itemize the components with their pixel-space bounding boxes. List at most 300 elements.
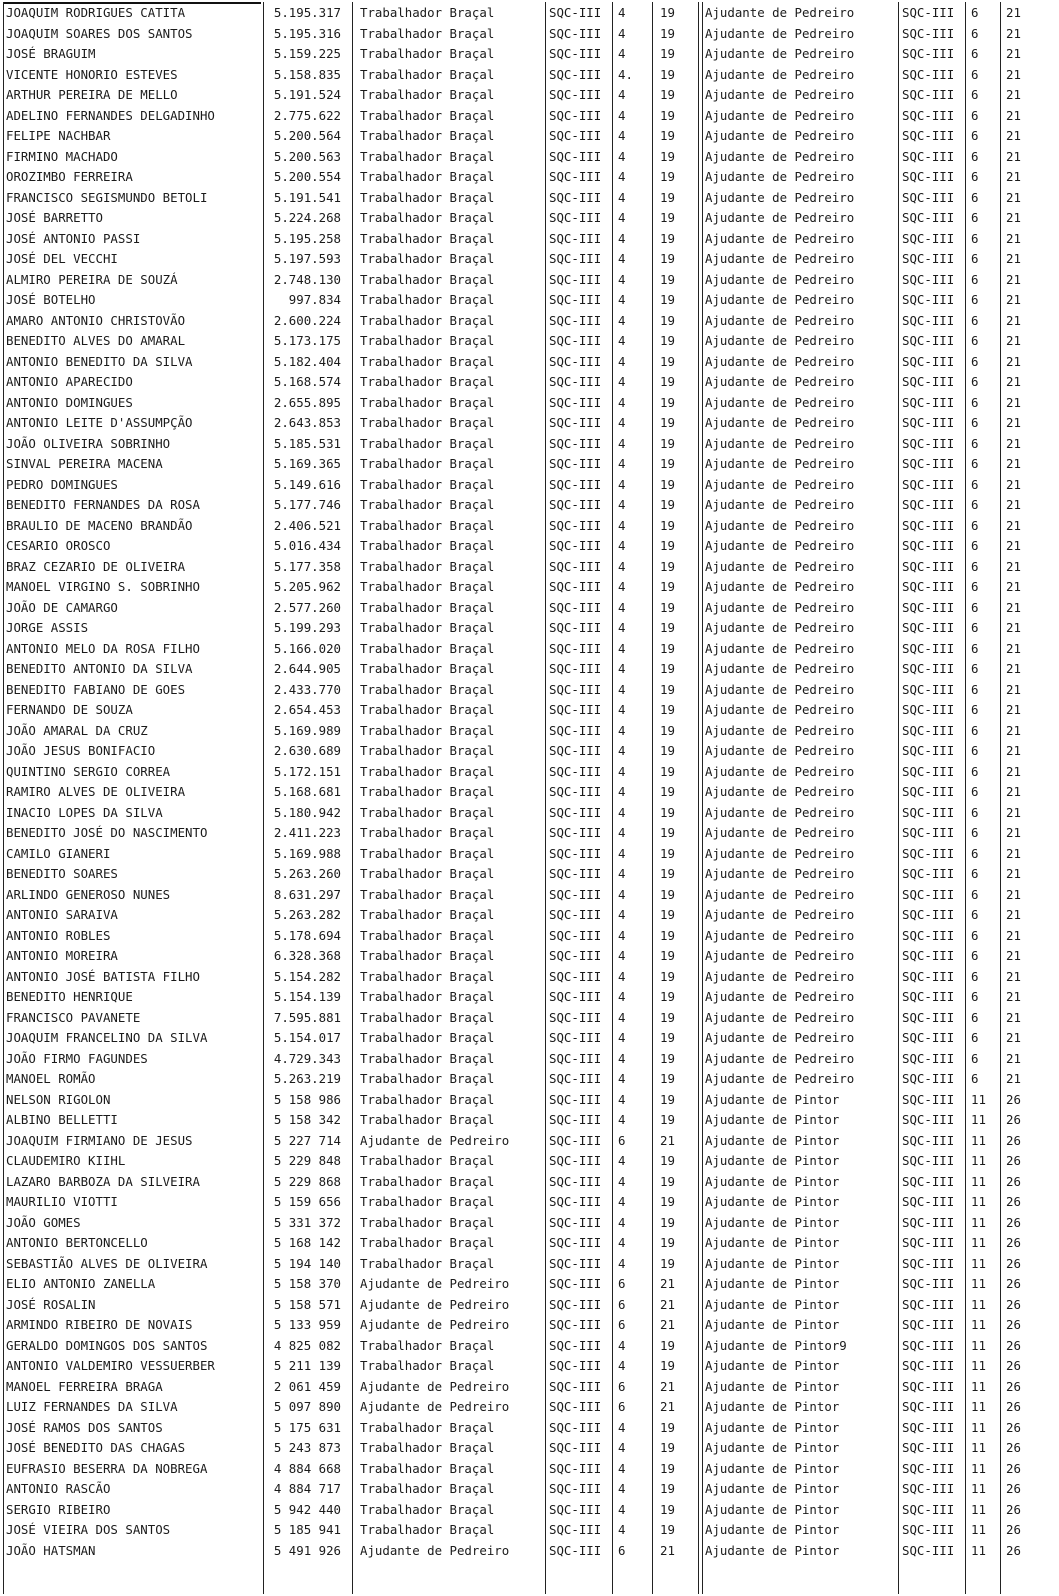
current-class: 4: [618, 702, 626, 717]
current-position: Trabalhador Braçal: [360, 907, 495, 922]
employee-name: JOSÉ BARRETTO: [6, 210, 103, 225]
table-row: [0, 1396, 1059, 1417]
new-scale: SQC-III: [902, 661, 955, 676]
new-class: 6: [971, 292, 979, 307]
new-position: Ajudante de Pedreiro: [705, 87, 855, 102]
table-row: [0, 802, 1059, 823]
new-level: 21: [1006, 210, 1021, 225]
new-class: 6: [971, 271, 979, 287]
current-level: 19: [660, 353, 675, 369]
current-position: Trabalhador Braçal: [360, 804, 495, 820]
table-row: [0, 699, 1059, 720]
current-scale: SQC-III: [549, 599, 602, 615]
new-level: 21: [1006, 927, 1021, 943]
current-level: 19: [660, 1173, 675, 1189]
registration-number: 5.197.593: [273, 251, 341, 266]
new-level: 21: [1006, 1071, 1021, 1086]
current-scale: SQC-III: [549, 1358, 602, 1373]
table-row: [0, 781, 1059, 802]
new-level: 21: [1006, 394, 1021, 410]
current-position: Trabalhador Braçal: [360, 1091, 495, 1107]
registration-number: 5.200.563: [273, 148, 341, 164]
employee-name: CESARIO OROSCO: [6, 538, 111, 553]
current-class: 4: [618, 497, 626, 512]
new-position: Ajudante de Pedreiro: [705, 333, 855, 348]
employee-name: MANOEL VIRGINO S. SOBRINHO: [6, 579, 200, 594]
current-position: Trabalhador Braçal: [360, 517, 495, 533]
current-level: 19: [660, 1522, 675, 1537]
employee-name: ANTONIO SARAIVA: [6, 907, 118, 922]
current-level: 19: [660, 107, 675, 123]
new-level: 21: [1006, 620, 1021, 635]
new-position: Ajudante de Pedreiro: [705, 128, 855, 143]
current-level: 19: [660, 661, 675, 676]
current-scale: SQC-III: [549, 681, 602, 697]
current-class: 4: [618, 1419, 626, 1435]
current-scale: SQC-III: [549, 189, 602, 205]
current-scale: SQC-III: [549, 148, 602, 164]
new-level: 21: [1006, 681, 1021, 697]
registration-number: 2.775.622: [273, 107, 341, 123]
current-position: Trabalhador Braçal: [360, 640, 495, 656]
employee-name: FERNANDO DE SOUZA: [6, 702, 133, 717]
current-level: 21: [660, 1132, 675, 1148]
new-position: Ajudante de Pedreiro: [705, 804, 855, 820]
employee-name: CAMILO GIANERI: [6, 845, 111, 861]
current-position: Trabalhador Braçal: [360, 743, 495, 758]
current-level: 19: [660, 1009, 675, 1025]
new-class: 6: [971, 681, 979, 697]
current-scale: SQC-III: [549, 1501, 602, 1517]
document-page: [0, 2, 1059, 1596]
employee-name: ANTONIO MELO DA ROSA FILHO: [6, 640, 200, 656]
table-row: [0, 1232, 1059, 1253]
current-level: 19: [660, 1194, 675, 1209]
new-scale: SQC-III: [902, 251, 955, 266]
table-row: [0, 1273, 1059, 1294]
new-scale: SQC-III: [902, 66, 955, 82]
current-scale: SQC-III: [549, 435, 602, 451]
new-level: 21: [1006, 989, 1021, 1004]
registration-number: 5 168 142: [273, 1235, 341, 1250]
employee-name: AMARO ANTONIO CHRISTOVÃO: [6, 312, 186, 328]
current-level: 19: [660, 620, 675, 635]
new-level: 21: [1006, 599, 1021, 615]
table-row: [0, 863, 1059, 884]
registration-number: 5 331 372: [273, 1214, 341, 1230]
new-level: 21: [1006, 456, 1021, 471]
table-row: [0, 105, 1059, 126]
new-level: 21: [1006, 743, 1021, 758]
registration-number: 5 158 571: [273, 1296, 341, 1312]
new-scale: SQC-III: [902, 1255, 955, 1271]
new-position: Ajudante de Pintor: [705, 1296, 840, 1312]
new-scale: SQC-III: [902, 1296, 955, 1312]
new-position: Ajudante de Pedreiro: [705, 1030, 855, 1045]
new-level: 26: [1006, 1153, 1021, 1168]
new-level: 21: [1006, 886, 1021, 902]
table-row: [0, 966, 1059, 987]
registration-number: 5.149.616: [273, 476, 341, 492]
new-position: Ajudante de Pedreiro: [705, 312, 855, 328]
new-level: 21: [1006, 66, 1021, 82]
table-row: [0, 1335, 1059, 1356]
new-scale: SQC-III: [902, 1153, 955, 1168]
current-scale: SQC-III: [549, 886, 602, 902]
registration-number: 2.644.905: [273, 661, 341, 676]
current-class: 4: [618, 989, 626, 1004]
registration-number: 5 211 139: [273, 1358, 341, 1373]
current-class: 4: [618, 87, 626, 102]
table-row: [0, 1007, 1059, 1028]
new-scale: SQC-III: [902, 579, 955, 594]
current-class: 4: [618, 599, 626, 615]
new-position: Ajudante de Pintor: [705, 1173, 840, 1189]
current-level: 19: [660, 230, 675, 246]
employee-name: MAURILIO VIOTTI: [6, 1194, 118, 1209]
new-scale: SQC-III: [902, 169, 955, 184]
registration-number: 5 194 140: [273, 1255, 341, 1271]
table-row: [0, 248, 1059, 269]
new-scale: SQC-III: [902, 989, 955, 1004]
new-class: 11: [971, 1378, 986, 1394]
new-class: 11: [971, 1399, 986, 1414]
new-scale: SQC-III: [902, 292, 955, 307]
new-level: 21: [1006, 1030, 1021, 1045]
table-row: [0, 679, 1059, 700]
employee-name: BENEDITO SOARES: [6, 866, 118, 881]
current-scale: SQC-III: [549, 333, 602, 348]
current-level: 19: [660, 251, 675, 266]
new-class: 6: [971, 743, 979, 758]
new-level: 21: [1006, 968, 1021, 984]
registration-number: 5.205.962: [273, 579, 341, 594]
new-position: Ajudante de Pedreiro: [705, 538, 855, 553]
current-level: 19: [660, 312, 675, 328]
employee-name: BENEDITO ALVES DO AMARAL: [6, 333, 186, 348]
new-level: 21: [1006, 5, 1021, 20]
new-level: 26: [1006, 1460, 1021, 1476]
registration-number: 5 243 873: [273, 1440, 341, 1455]
current-position: Trabalhador Braçal: [360, 702, 495, 717]
current-position: Trabalhador Braçal: [360, 681, 495, 697]
new-position: Ajudante de Pedreiro: [705, 1050, 855, 1066]
current-class: 4: [618, 271, 626, 287]
new-level: 26: [1006, 1173, 1021, 1189]
current-level: 19: [660, 640, 675, 656]
current-scale: SQC-III: [549, 374, 602, 389]
new-position: Ajudante de Pedreiro: [705, 292, 855, 307]
table-row: [0, 1171, 1059, 1192]
new-class: 6: [971, 210, 979, 225]
new-scale: SQC-III: [902, 743, 955, 758]
current-scale: SQC-III: [549, 353, 602, 369]
current-class: 4: [618, 681, 626, 697]
current-level: 19: [660, 1235, 675, 1250]
current-position: Trabalhador Braçal: [360, 1050, 495, 1066]
table-row: [0, 822, 1059, 843]
current-position: Trabalhador Braçal: [360, 1481, 495, 1496]
employee-name: ELIO ANTONIO ZANELLA: [6, 1276, 156, 1291]
current-level: 19: [660, 599, 675, 615]
current-class: 6: [618, 1542, 626, 1558]
registration-number: 5 229 848: [273, 1153, 341, 1168]
new-scale: SQC-III: [902, 1337, 955, 1353]
current-class: 6: [618, 1132, 626, 1148]
new-class: 6: [971, 784, 979, 799]
registration-number: 5.200.564: [273, 128, 341, 143]
registration-number: 5.178.694: [273, 927, 341, 943]
registration-number: 2.577.260: [273, 599, 341, 615]
current-level: 19: [660, 845, 675, 861]
new-position: Ajudante de Pedreiro: [705, 435, 855, 451]
new-class: 6: [971, 312, 979, 328]
new-scale: SQC-III: [902, 1501, 955, 1517]
current-class: 4: [618, 435, 626, 451]
current-class: 4: [618, 1214, 626, 1230]
employee-name: JOÃO HATSMAN: [6, 1542, 96, 1558]
new-position: Ajudante de Pintor: [705, 1235, 840, 1250]
table-row: [0, 1417, 1059, 1438]
current-level: 19: [660, 907, 675, 922]
registration-number: 5.154.017: [273, 1030, 341, 1045]
current-class: 4: [618, 1358, 626, 1373]
current-scale: SQC-III: [549, 1030, 602, 1045]
new-level: 26: [1006, 1337, 1021, 1353]
new-position: Ajudante de Pedreiro: [705, 599, 855, 615]
registration-number: 5.168.574: [273, 374, 341, 389]
current-level: 19: [660, 517, 675, 533]
current-level: 19: [660, 1337, 675, 1353]
new-position: Ajudante de Pintor: [705, 1542, 840, 1558]
new-class: 6: [971, 517, 979, 533]
employee-name: JORGE ASSIS: [6, 620, 89, 635]
current-scale: SQC-III: [549, 702, 602, 717]
new-position: Ajudante de Pedreiro: [705, 107, 855, 123]
new-class: 6: [971, 763, 979, 779]
current-scale: SQC-III: [549, 107, 602, 123]
new-scale: SQC-III: [902, 640, 955, 656]
current-level: 19: [660, 1214, 675, 1230]
new-scale: SQC-III: [902, 845, 955, 861]
new-level: 21: [1006, 271, 1021, 287]
registration-number: 5 229 868: [273, 1173, 341, 1189]
new-level: 21: [1006, 476, 1021, 492]
current-class: 4: [618, 169, 626, 184]
table-row: [0, 1068, 1059, 1089]
new-class: 6: [971, 87, 979, 102]
table-row: [0, 269, 1059, 290]
table-row: [0, 720, 1059, 741]
current-position: Trabalhador Braçal: [360, 661, 495, 676]
table-row: [0, 576, 1059, 597]
employee-name: JOSÉ DEL VECCHI: [6, 251, 118, 266]
new-position: Ajudante de Pedreiro: [705, 517, 855, 533]
new-level: 21: [1006, 251, 1021, 266]
current-scale: SQC-III: [549, 538, 602, 553]
table-row: [0, 556, 1059, 577]
current-scale: SQC-III: [549, 948, 602, 963]
new-level: 26: [1006, 1255, 1021, 1271]
current-scale: SQC-III: [549, 1460, 602, 1476]
new-position: Ajudante de Pintor: [705, 1481, 840, 1496]
new-scale: SQC-III: [902, 1009, 955, 1025]
employee-name: ADELINO FERNANDES DELGADINHO: [6, 107, 215, 123]
current-position: Trabalhador Braçal: [360, 353, 495, 369]
new-scale: SQC-III: [902, 804, 955, 820]
current-level: 21: [660, 1296, 675, 1312]
current-position: Trabalhador Braçal: [360, 107, 495, 123]
current-position: Trabalhador Braçal: [360, 1419, 495, 1435]
current-class: 4: [618, 476, 626, 492]
table-row: [0, 494, 1059, 515]
new-level: 21: [1006, 46, 1021, 61]
employee-name: RAMIRO ALVES DE OLIVEIRA: [6, 784, 186, 799]
current-position: Trabalhador Braçal: [360, 763, 495, 779]
new-scale: SQC-III: [902, 312, 955, 328]
current-class: 4: [618, 1071, 626, 1086]
new-level: 21: [1006, 763, 1021, 779]
employee-name: INACIO LOPES DA SILVA: [6, 804, 163, 820]
table-row: [0, 166, 1059, 187]
new-scale: SQC-III: [902, 784, 955, 799]
new-scale: SQC-III: [902, 1522, 955, 1537]
table-row: [0, 843, 1059, 864]
table-row: [0, 1150, 1059, 1171]
table-row: [0, 1294, 1059, 1315]
table-row: [0, 1376, 1059, 1397]
new-scale: SQC-III: [902, 1112, 955, 1127]
registration-number: 2.748.130: [273, 271, 341, 287]
new-scale: SQC-III: [902, 456, 955, 471]
new-class: 6: [971, 825, 979, 840]
table-row: [0, 740, 1059, 761]
current-class: 4: [618, 538, 626, 553]
current-scale: SQC-III: [549, 46, 602, 61]
new-class: 6: [971, 456, 979, 471]
current-position: Trabalhador Braçal: [360, 1440, 495, 1455]
registration-number: 5.154.282: [273, 968, 341, 984]
current-level: 19: [660, 5, 675, 20]
current-scale: SQC-III: [549, 312, 602, 328]
current-position: Trabalhador Braçal: [360, 394, 495, 410]
new-class: 11: [971, 1337, 986, 1353]
current-level: 19: [660, 271, 675, 287]
registration-number: 2.655.895: [273, 394, 341, 410]
new-level: 21: [1006, 661, 1021, 676]
current-scale: SQC-III: [549, 968, 602, 984]
current-scale: SQC-III: [549, 1296, 602, 1312]
registration-number: 5 185 941: [273, 1522, 341, 1537]
new-level: 21: [1006, 702, 1021, 717]
current-scale: SQC-III: [549, 558, 602, 574]
current-class: 6: [618, 1276, 626, 1291]
new-class: 11: [971, 1194, 986, 1209]
current-scale: SQC-III: [549, 66, 602, 82]
registration-number: 5.263.260: [273, 866, 341, 881]
current-scale: SQC-III: [549, 251, 602, 266]
current-class: 4: [618, 1440, 626, 1455]
current-class: 4.: [618, 66, 633, 82]
employee-name: ANTONIO BERTONCELLO: [6, 1235, 148, 1250]
registration-number: 5.191.524: [273, 87, 341, 102]
current-scale: SQC-III: [549, 1071, 602, 1086]
new-position: Ajudante de Pintor: [705, 1214, 840, 1230]
new-position: Ajudante de Pedreiro: [705, 210, 855, 225]
current-level: 19: [660, 743, 675, 758]
current-level: 19: [660, 825, 675, 840]
current-scale: SQC-III: [549, 1419, 602, 1435]
new-level: 26: [1006, 1358, 1021, 1373]
new-level: 26: [1006, 1235, 1021, 1250]
current-class: 4: [618, 558, 626, 574]
registration-number: 5.195.316: [273, 25, 341, 41]
new-class: 6: [971, 1071, 979, 1086]
new-position: Ajudante de Pintor: [705, 1091, 840, 1107]
new-scale: SQC-III: [902, 927, 955, 943]
registration-number: 5 158 342: [273, 1112, 341, 1127]
table-row: [0, 351, 1059, 372]
registration-number: 5 158 370: [273, 1276, 341, 1291]
new-scale: SQC-III: [902, 722, 955, 738]
table-row: [0, 228, 1059, 249]
current-position: Trabalhador Braçal: [360, 46, 495, 61]
current-level: 19: [660, 1112, 675, 1127]
current-scale: SQC-III: [549, 1255, 602, 1271]
registration-number: 2.630.689: [273, 743, 341, 758]
new-position: Ajudante de Pedreiro: [705, 661, 855, 676]
new-position: Ajudante de Pintor: [705, 1460, 840, 1476]
current-class: 4: [618, 107, 626, 123]
current-level: 19: [660, 169, 675, 184]
current-level: 19: [660, 1050, 675, 1066]
current-position: Trabalhador Braçal: [360, 866, 495, 881]
new-level: 21: [1006, 579, 1021, 594]
table-row: [0, 904, 1059, 925]
table-row: [0, 412, 1059, 433]
table-row: [0, 945, 1059, 966]
new-class: 6: [971, 46, 979, 61]
current-class: 4: [618, 46, 626, 61]
registration-number: 2.406.521: [273, 517, 341, 533]
current-scale: SQC-III: [549, 497, 602, 512]
current-level: 19: [660, 1481, 675, 1496]
registration-number: 5.177.746: [273, 497, 341, 512]
current-class: 4: [618, 189, 626, 205]
employee-name: JOSÉ RAMOS DOS SANTOS: [6, 1419, 163, 1435]
new-class: 11: [971, 1358, 986, 1373]
new-scale: SQC-III: [902, 886, 955, 902]
new-class: 6: [971, 1030, 979, 1045]
employee-name: ARTHUR PEREIRA DE MELLO: [6, 87, 178, 102]
employee-name: ANTONIO JOSÉ BATISTA FILHO: [6, 968, 200, 984]
current-scale: SQC-III: [549, 1337, 602, 1353]
current-level: 21: [660, 1317, 675, 1332]
current-class: 4: [618, 1255, 626, 1271]
employee-name: JOÃO FIRMO FAGUNDES: [6, 1050, 148, 1066]
current-class: 4: [618, 784, 626, 799]
current-level: 19: [660, 763, 675, 779]
new-level: 21: [1006, 292, 1021, 307]
table-row: [0, 207, 1059, 228]
current-class: 4: [618, 1153, 626, 1168]
new-position: Ajudante de Pedreiro: [705, 886, 855, 902]
current-position: Ajudante de Pedreiro: [360, 1542, 510, 1558]
employee-name: BRAZ CEZARIO DE OLIVEIRA: [6, 558, 186, 574]
current-level: 19: [660, 681, 675, 697]
new-scale: SQC-III: [902, 968, 955, 984]
new-level: 21: [1006, 558, 1021, 574]
